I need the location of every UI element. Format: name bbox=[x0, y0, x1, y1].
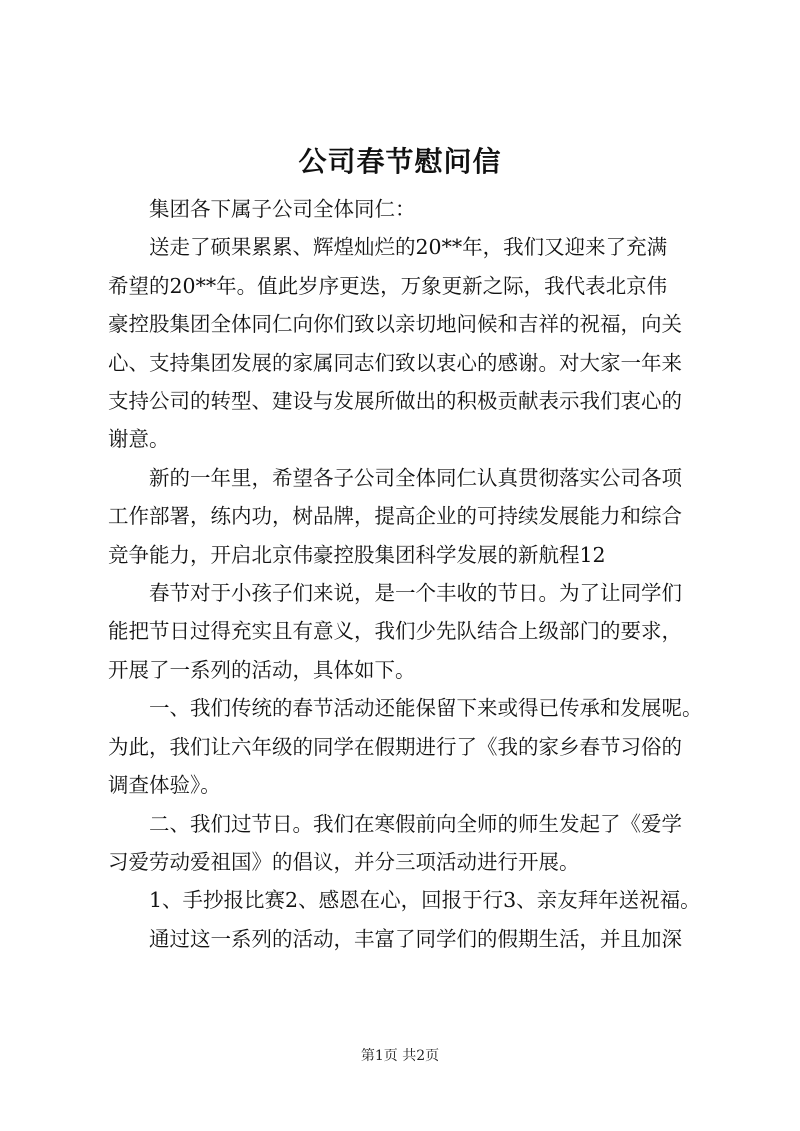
body-line: 为此，我们让六年级的同学在假期进行了《我的家乡春节习俗的 bbox=[108, 734, 682, 759]
body-line: 习爱劳动爱祖国》的倡议，并分三项活动进行开展。 bbox=[108, 849, 580, 874]
body-line: 能把节日过得充实且有意义，我们少先队结合上级部门的要求， bbox=[108, 619, 682, 644]
body-line: 通过这一系列的活动，丰富了同学们的假期生活，并且加深 bbox=[149, 926, 682, 951]
page-number-footer: 第1页 共2页 bbox=[360, 1048, 440, 1064]
body-line: 竞争能力，开启北京伟豪控股集团科学发展的新航程12 bbox=[108, 542, 606, 567]
body-line: 1、手抄报比赛2、感恩在心，回报于行3、亲友拜年送祝福。 bbox=[149, 888, 701, 913]
salutation-line: 集团各下属子公司全体同仁： bbox=[149, 197, 416, 221]
document-body bbox=[108, 190, 702, 958]
body-line: 谢意。 bbox=[108, 427, 170, 452]
body-line: 一、我们传统的春节活动还能保留下来或得已传承和发展呢。 bbox=[149, 696, 702, 721]
body-line: 新的一年里，希望各子公司全体同仁认真贯彻落实公司各项 bbox=[149, 465, 682, 490]
body-line: 开展了一系列的活动，具体如下。 bbox=[108, 657, 416, 682]
body-line: 送走了硕果累累、辉煌灿烂的20**年，我们又迎来了充满 bbox=[149, 235, 668, 260]
body-line: 调查体验》。 bbox=[108, 773, 221, 798]
body-line: 希望的20**年。值此岁序更迭，万象更新之际，我代表北京伟 bbox=[108, 273, 668, 298]
body-line: 工作部署，练内功，树品牌，提高企业的可持续发展能力和综合 bbox=[108, 504, 682, 529]
document-title: 公司春节慰问信 bbox=[298, 145, 502, 178]
body-line: 二、我们过节日。我们在寒假前向全师的师生发起了《爱学 bbox=[149, 811, 682, 836]
body-line: 春节对于小孩子们来说，是一个丰收的节日。为了让同学们 bbox=[149, 581, 682, 606]
body-line: 豪控股集团全体同仁向你们致以亲切地问候和吉祥的祝福，向关 bbox=[108, 312, 682, 337]
body-line: 支持公司的转型、建设与发展所做出的积极贡献表示我们衷心的 bbox=[108, 389, 682, 414]
body-line: 心、支持集团发展的家属同志们致以衷心的感谢。对大家一年来 bbox=[108, 350, 682, 375]
